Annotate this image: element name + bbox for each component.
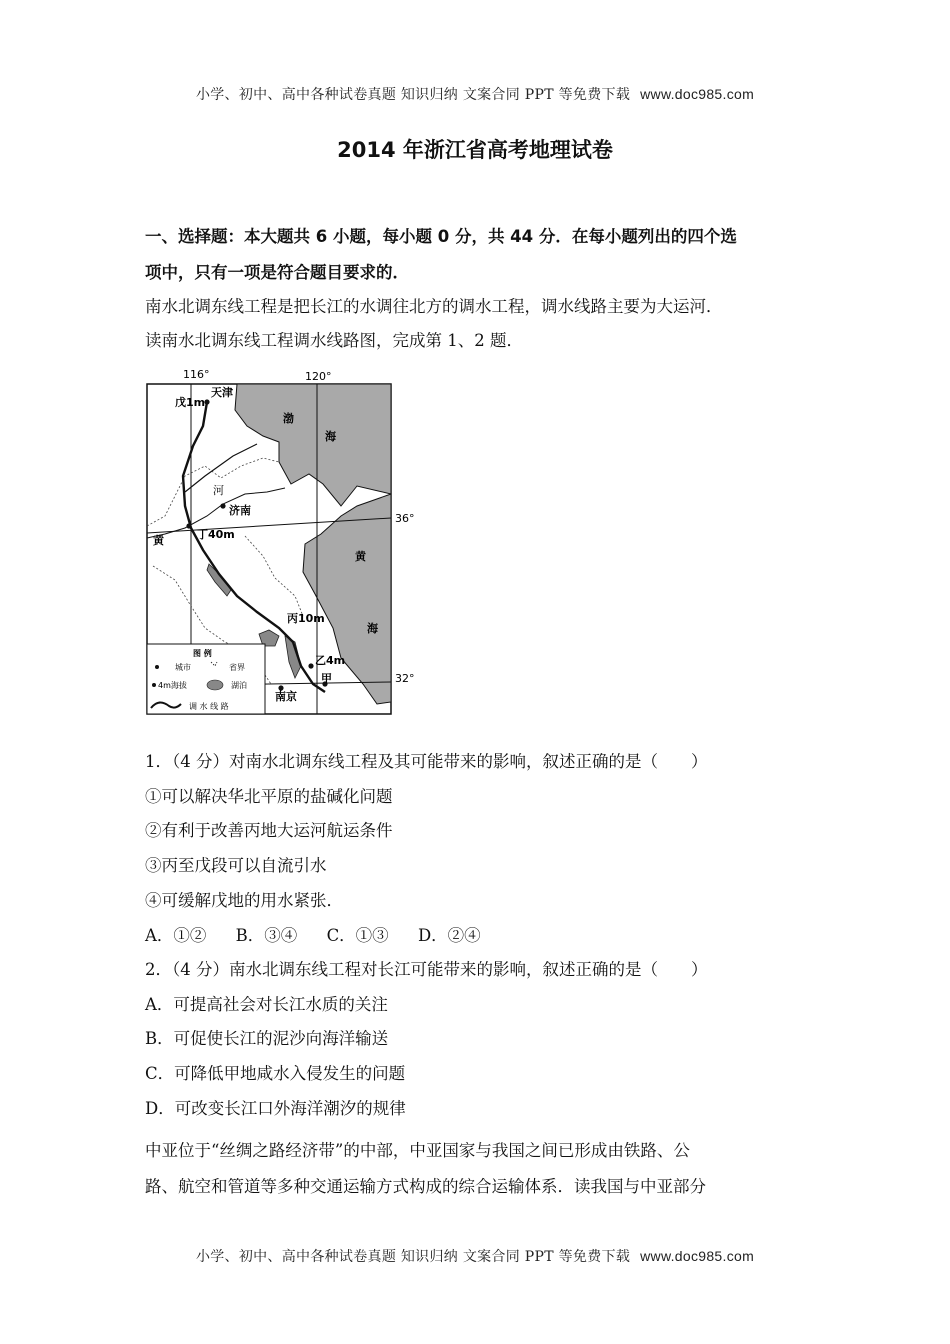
map-legend xyxy=(147,644,265,714)
question-2-option-c: C．可降低甲地咸水入侵发生的问题 xyxy=(145,1064,406,1084)
intro-paragraph xyxy=(145,290,815,358)
question-1-stem: 1．（4 分）对南水北调东线工程及其可能带来的影响，叙述正确的是（ ） xyxy=(145,752,708,771)
map-label-huanghai-1: 黄 xyxy=(355,550,366,563)
question-1-option-c: C．①③ xyxy=(326,925,389,945)
section-heading xyxy=(145,219,815,291)
intro-line-2: 读南水北调东线工程调水线路图，完成第 1、2 题． xyxy=(145,331,523,350)
water-diversion-map xyxy=(145,366,420,716)
map-label-yi: 乙4m xyxy=(315,654,346,667)
question-1-option-d: D．②④ xyxy=(417,925,481,945)
map-label-huanghai-2: 海 xyxy=(367,622,378,635)
map-label-jia: 甲 xyxy=(321,672,332,685)
question-1 xyxy=(145,745,815,953)
map-label-jinan: 济南 xyxy=(229,504,251,517)
question-2 xyxy=(145,953,815,1127)
question-1-item-1: ①可以解决华北平原的盐碱化问题 xyxy=(145,786,393,806)
legend-route: 调 水 线 路 xyxy=(189,702,229,711)
map-label-wu: 戊1m xyxy=(175,396,206,409)
page-title: 2014 年浙江省高考地理试卷 xyxy=(337,138,613,162)
map-label-huang-river: 黄 xyxy=(153,534,164,547)
question-1-option-a: A．①② xyxy=(145,925,207,945)
central-asia-paragraph xyxy=(145,1133,815,1205)
map-lat-32: 32° xyxy=(395,672,415,685)
question-1-option-b: B．③④ xyxy=(235,925,298,945)
map-lon-116: 116° xyxy=(183,368,210,381)
map-label-bohai-1: 渤 xyxy=(283,412,294,425)
question-1-item-2: ②有利于改善丙地大运河航运条件 xyxy=(145,821,393,841)
map-label-bing: 丙10m xyxy=(287,612,325,625)
footer-url[interactable]: www.doc985.com xyxy=(640,1248,755,1264)
map-lon-120: 120° xyxy=(305,370,332,383)
footer-text: 小学、初中、高中各种试卷真题 知识归纳 文案合同 PPT 等免费下载 xyxy=(195,1249,631,1265)
question-2-option-b: B．可促使长江的泥沙向海洋输送 xyxy=(145,1029,389,1049)
map-label-ding: 丁40m xyxy=(197,528,235,541)
page-footer xyxy=(0,1246,950,1266)
question-2-stem: 2．（4 分）南水北调东线工程对长江可能带来的影响，叙述正确的是（ ） xyxy=(145,960,708,979)
intro-line-1: 南水北调东线工程是把长江的水调往北方的调水工程，调水线路主要为大运河． xyxy=(145,297,723,316)
map-lat-36: 36° xyxy=(395,512,415,525)
legend-boundary: 省界 xyxy=(229,663,245,672)
header-text: 小学、初中、高中各种试卷真题 知识归纳 文案合同 PPT 等免费下载 xyxy=(195,87,631,103)
paragraph-line-1: 中亚位于“丝绸之路经济带”的中部，中亚国家与我国之间已形成由铁路、公 xyxy=(145,1141,690,1160)
map-label-he: 河 xyxy=(213,484,224,497)
legend-elevation: 4m海拔 xyxy=(158,681,187,690)
legend-lake: 湖泊 xyxy=(231,681,247,690)
section-line-1: 一、选择题：本大题共 6 小题，每小题 0 分，共 44 分．在每小题列出的四个选 xyxy=(145,227,737,246)
legend-city: 城市 xyxy=(175,663,191,672)
question-2-option-d: D．可改变长江口外海洋潮汐的规律 xyxy=(145,1098,406,1118)
question-2-option-a: A．可提高社会对长江水质的关注 xyxy=(145,994,388,1014)
question-1-options xyxy=(145,919,815,954)
section-line-2: 项中，只有一项是符合题目要求的． xyxy=(145,263,409,282)
header-url[interactable]: www.doc985.com xyxy=(640,86,755,102)
page-header xyxy=(0,84,950,104)
map-label-bohai-2: 海 xyxy=(325,430,336,443)
map-label-tianjin: 天津 xyxy=(211,386,233,399)
question-1-item-4: ④可缓解戊地的用水紧张． xyxy=(145,890,343,910)
paragraph-line-2: 路、航空和管道等多种交通运输方式构成的综合运输体系．读我国与中亚部分 xyxy=(145,1177,706,1196)
question-1-item-3: ③丙至戊段可以自流引水 xyxy=(145,856,327,876)
legend-title: 图 例 xyxy=(193,649,212,658)
map-label-nanjing: 南京 xyxy=(275,690,297,703)
